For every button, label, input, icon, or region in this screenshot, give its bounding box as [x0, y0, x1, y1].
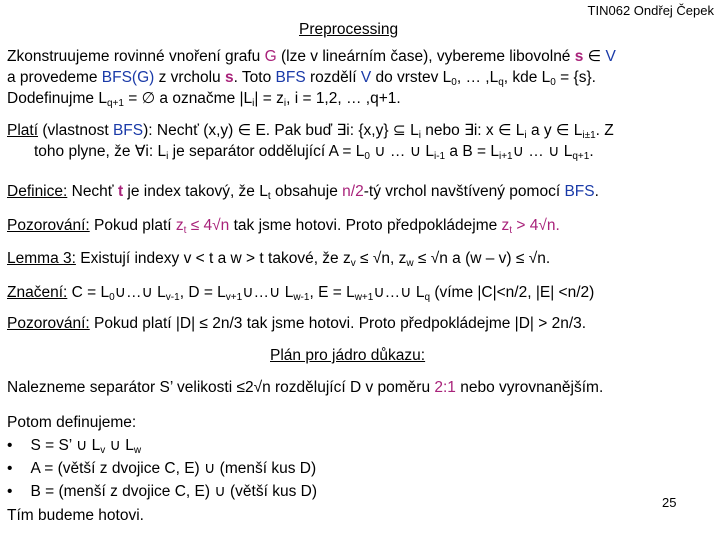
intro-line-3: Dodefinujme $L_{q+1}$ = ∅ a označme $|L_i| = z_i$, i = 1,2, … ,q+1.: [7, 90, 401, 109]
bullet-icon: •: [7, 437, 13, 454]
bullet-item-b: • B = (menší z dvojice C, E) ∪ (větší kus D): [7, 483, 317, 500]
notation-line: Značení: $C = L_0\cup\dots\cup$ $L_{v-1}$, $D = L_{v+1}\cup\dots\cup$ $L_{w-1}$, $E = L_{w+1}\cup\dots\cup$ $L_q$ (víme |C|<n/2, |E| <n/2): [7, 284, 595, 303]
proof-plan-heading: Plán pro jádro důkazu:: [270, 347, 426, 364]
separator-plan-line: Nalezneme separátor S’ velikosti ≤2√n rozdělující D v poměru 2:1 nebo vyrovnanějším.: [7, 379, 604, 396]
course-author-header: TIN062 Ondřej Čepek: [587, 3, 714, 18]
done-line: Tím budeme hotovi.: [7, 507, 144, 524]
intro-line-2: a provedeme BFS(G) z vrcholu s. Toto BFS rozdělí V do vrstev $L_0$, … $,L_q$, kde $L_0 = \{s\}$.: [7, 69, 596, 88]
bfs-property-line-1: Platí (vlastnost BFS): Nechť (x,y) ∈ E. Pak buď ∃i: {x,y} ⊆ $L_i$ nebo ∃i: x ∈ $L_i$ a y ∈ $L_{i\pm 1}$. Z: [7, 122, 614, 141]
definition-line: Definice: Nechť t je index takový, že $L_t$ obsahuje n/2-tý vrchol navštívený pomocí BFS.: [7, 183, 599, 202]
observation-1-line: Pozorování: Pokud platí $z_t \le 4√n$ tak jsme hotovi. Proto předpokládejme $z_t > 4√n$.: [7, 217, 560, 236]
page-number: 25: [662, 495, 677, 510]
bullet-item-a: • A = (větší z dvojice C, E) ∪ (menší kus D): [7, 460, 317, 477]
bfs-property-line-2: toho plyne, že ∀i: $L_i$ je separátor oddělující $A = L_0$ ∪ … ∪ $L_{i-1}$ a $B = L_{i+1}\cup$ … ∪ $L_{q+1}$.: [34, 143, 594, 162]
intro-line-1: Zkonstruujeme rovinné vnoření grafu G (lze v lineárním čase), vybereme libovolné s ∈ V: [7, 48, 616, 65]
lemma-line: Lemma 3: Existují indexy v < t a w > t takové, že $z_v \le √n$, $z_w \le √n$ a (w – v) ≤ √n.: [7, 250, 551, 269]
observation-2-line: Pozorování: Pokud platí |D| ≤ 2n/3 tak jsme hotovi. Proto předpokládejme |D| > 2n/3.: [7, 315, 587, 332]
then-define-line: Potom definujeme:: [7, 414, 137, 431]
bullet-item-s: • S = S’ ∪ $L_v$ ∪ $L_w$: [7, 437, 142, 456]
bullet-icon: •: [7, 460, 13, 477]
slide-title: Preprocessing: [299, 21, 399, 38]
bullet-icon: •: [7, 483, 13, 500]
